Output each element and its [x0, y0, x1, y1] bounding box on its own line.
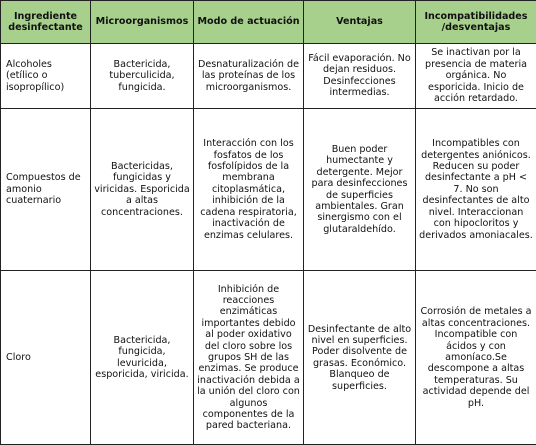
- cell-text: Alcoholes (etílico o isopropílico): [6, 58, 65, 93]
- cell-text: Se inactivan por la presencia de materia orgánica. No esporicida. Inicio de acción retardado.: [425, 47, 527, 104]
- cell-text: Corrosión de metales a altas concentraciones. Incompatible con ácidos y con amoníaco.Se descompone a altas temperaturas. Su actividad depende del pH.: [420, 306, 532, 409]
- column-header-microorganismos: Microorganismos: [91, 1, 194, 44]
- cell-text: Buen poder humectante y detergente. Mejor para desinfecciones de superficies ambientales. Gran sinergismo con el glutaraldehído.: [311, 143, 408, 235]
- column-header-incompatibilidades: Incompatibilidades /desventajas: [416, 1, 536, 44]
- cell-text: Bactericidas, fungicidas y viricidas. Esporicida a altas concentraciones.: [94, 161, 190, 218]
- microorganismos-cell: [91, 271, 194, 445]
- column-header-ingrediente: Ingrediente desinfectante: [1, 1, 91, 44]
- microorganismos-cell: [91, 108, 194, 271]
- ventajas-cell: [304, 108, 416, 271]
- table-row: [1, 271, 536, 445]
- cell-text: Incompatibles con detergentes aniónicos. Reducen su poder desinfectante a pH < 7. No son desinfectantes de alto nivel. Interaccionan con hipocloritos y derivados amoniacales.: [419, 138, 533, 241]
- modo-cell: [194, 44, 304, 109]
- ventajas-cell: [304, 271, 416, 445]
- cell-text: Inhibición de reacciones enzimáticas importantes debido al poder oxidativo del cloro sobre los grupos SH de las enzimas. Se produce inactivación debida a la unión del cloro con algunos componentes de la pared bacteriana.: [197, 283, 300, 432]
- incompatibilidades-cell: [416, 44, 536, 109]
- cell-text: Fácil evaporación. No dejan residuos. Desinfecciones intermedias.: [308, 53, 411, 99]
- cell-text: Bactericida, tuberculicida, fungicida.: [109, 58, 175, 93]
- cell-text: Compuestos de amonio cuaternario: [6, 172, 81, 207]
- ventajas-cell: [304, 44, 416, 109]
- column-header-ventajas: Ventajas: [304, 1, 416, 44]
- table-row: [1, 108, 536, 271]
- modo-cell: [194, 271, 304, 445]
- microorganismos-cell: [91, 44, 194, 109]
- cell-text: Desnaturalización de las proteínas de los microorganismos.: [197, 58, 300, 93]
- cell-text: Cloro: [6, 352, 31, 364]
- incompatibilidades-cell: [416, 271, 536, 445]
- cell-text: Bactericida, fungicida, levuricida, esporicida, viricida.: [95, 334, 189, 381]
- ingrediente-cell: [1, 44, 91, 109]
- table-row: [1, 44, 536, 109]
- modo-cell: [194, 108, 304, 271]
- cell-text: Interacción con los fosfatos de los fosfolípidos de la membrana citoplasmática, inhibición de la cadena respiratoria, inactivación de enzimas celulares.: [200, 138, 297, 241]
- header-row: [1, 1, 536, 44]
- cell-text: Desinfectante de alto nivel en superficies. Poder disolvente de grasas. Económico. Blanqueo de superficies.: [307, 323, 412, 392]
- incompatibilidades-cell: [416, 108, 536, 271]
- column-header-modo-actuacion: Modo de actuación: [194, 1, 304, 44]
- ingrediente-cell: [1, 108, 91, 271]
- ingrediente-cell: [1, 271, 91, 445]
